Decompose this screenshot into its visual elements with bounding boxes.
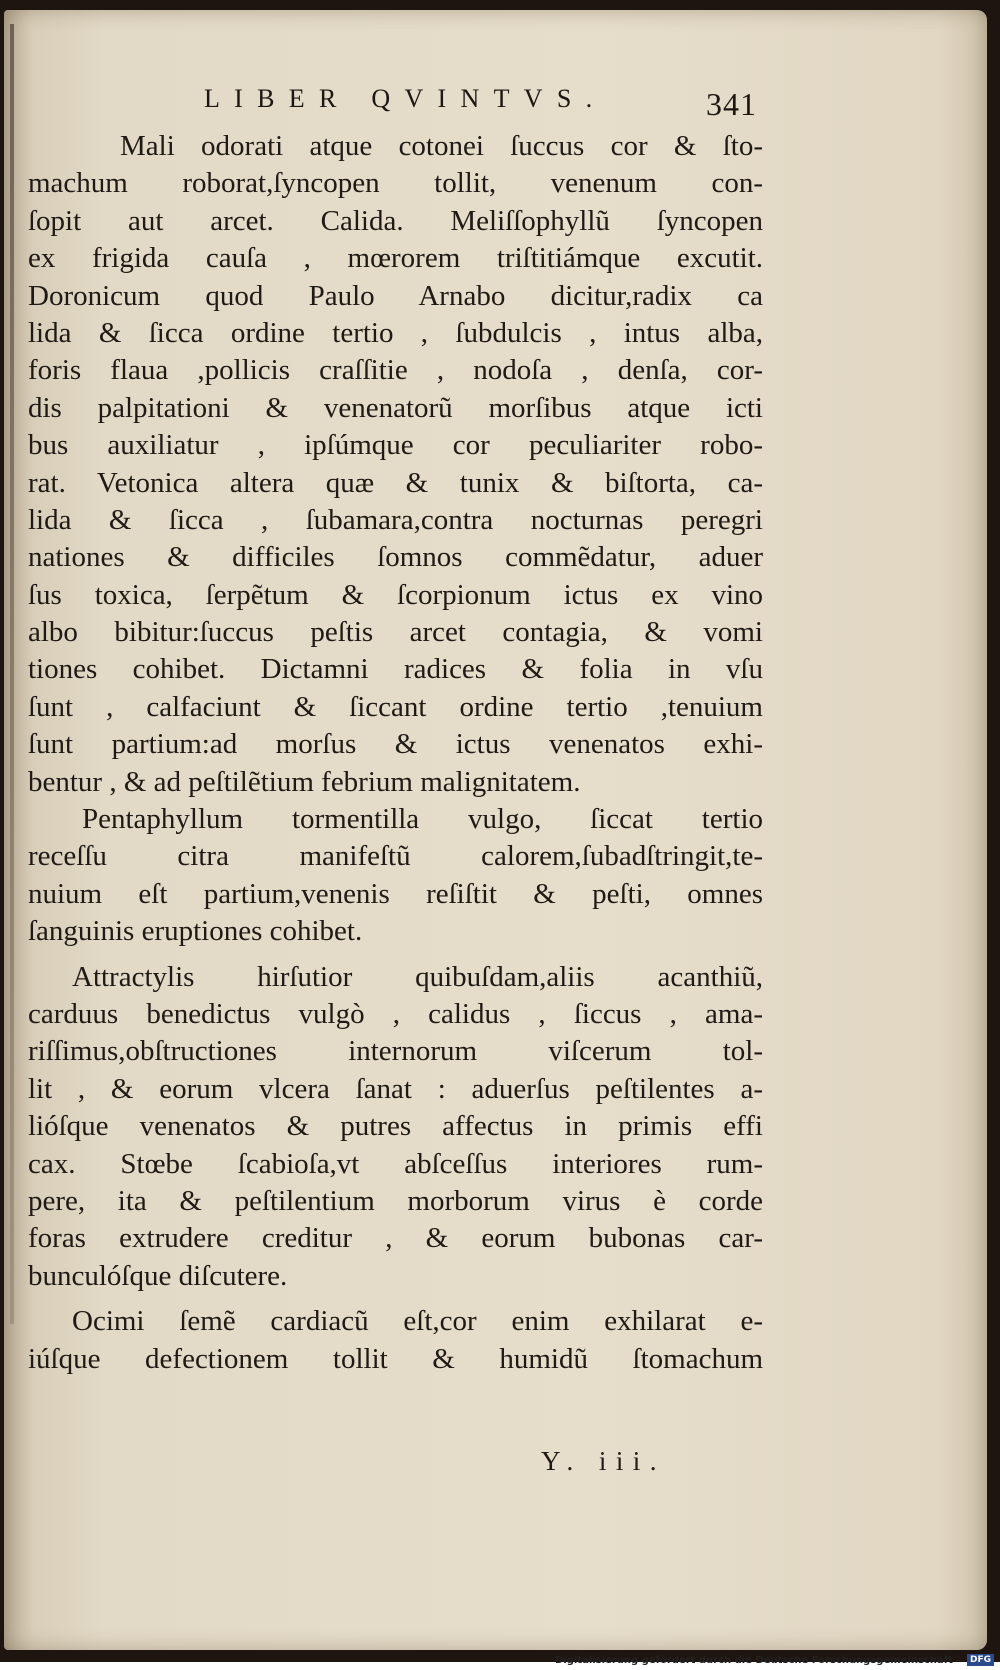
text-line: nuium eſt partium,venenis reſiſtit & peſti, omnes [28, 877, 763, 910]
text-line: lióſque venenatos & putres affectus in primis effi [28, 1110, 763, 1143]
text-line: lida & ſicca , ſubamara,contra nocturnas peregri [28, 503, 763, 536]
signature-mark: Y. iii. [541, 1446, 666, 1476]
text-line: lida & ſicca ordine tertio , ſubdulcis , intus alba, [28, 316, 763, 349]
binding-edge [10, 24, 14, 1324]
text-line: rat. Vetonica altera quæ & tunix & biſtorta, ca- [28, 466, 763, 499]
text-line: ſus toxica, ſerpẽtum & ſcorpionum ictus ex vino [28, 578, 763, 611]
text-line: Ocimi ſemẽ cardiacũ eſt,cor enim exhilarat e- [72, 1305, 763, 1338]
text-line: iúſque defectionem tollit & humidũ ſtomachum [28, 1342, 763, 1375]
text-line: foris flaua ,pollicis craſſitie , nodoſa , denſa, cor- [28, 354, 763, 387]
text-line: albo bibitur:ſuccus peſtis arcet contagia, & vomi [28, 616, 763, 649]
text-line: tiones cohibet. Dictamni radices & folia in vſu [28, 653, 763, 686]
text-line: bentur , & ad peſtilẽtium febrium malignitatem. [28, 765, 581, 798]
page-header [4, 82, 987, 130]
book-page [4, 10, 987, 1650]
text-line: bus auxiliatur , ipſúmque cor peculiariter robo- [28, 429, 763, 462]
text-line: Mali odorati atque cotonei ſuccus cor & ſto- [120, 130, 763, 162]
dfg-logo: DFG [967, 1654, 994, 1666]
text-line: receſſu citra manifeſtũ calorem,ſubadſtringit,te- [28, 840, 763, 873]
text-line: ſunt partium:ad morſus & ictus venenatos exhi- [28, 728, 763, 761]
text-line: riſſimus,obſtructiones internorum viſcerum tol- [28, 1035, 763, 1068]
folio-number: 341 [706, 86, 757, 122]
text-line: dis palpitationi & venenatorũ morſibus atque icti [28, 391, 763, 424]
credit-text: Digitalisierung gefördert durch die Deutsche Forschungsgemeinschaft - [554, 1655, 961, 1666]
text-line: ſanguinis eruptiones cohibet. [28, 915, 363, 948]
text-line: Pentaphyllum tormentilla vulgo, ſiccat tertio [82, 803, 763, 836]
text-line: ſopit aut arcet. Calida. Meliſſophyllũ ſyncopen [28, 204, 763, 237]
text-line: Doronicum quod Paulo Arnabo dicitur,radix ca [28, 279, 763, 312]
text-line: bunculóſque diſcutere. [28, 1259, 288, 1292]
text-line: ex frigida cauſa , mœrorem triſtitiámque excutit. [28, 242, 763, 275]
text-line: carduus benedictus vulgò , calidus , ſiccus , ama- [28, 997, 763, 1030]
body-text [28, 128, 763, 1378]
digitization-credit [555, 1654, 994, 1666]
text-line: nationes & difficiles ſomnos commẽdatur, aduer [28, 541, 763, 574]
text-line: machum roborat,ſyncopen tollit, venenum con- [28, 167, 763, 200]
text-line: foras extrudere creditur , & eorum bubonas car- [28, 1222, 763, 1255]
text-line: Attractylis hirſutior quibuſdam,aliis acanthiũ, [72, 960, 763, 993]
text-line: lit , & eorum vlcera ſanat : aduerſus peſtilentes a- [28, 1072, 763, 1105]
text-line: ſunt , calfaciunt & ſiccant ordine tertio ,tenuium [28, 690, 763, 723]
text-line: pere, ita & peſtilentium morborum virus è corde [28, 1184, 763, 1217]
running-title: LIBER QVINTVS. [204, 84, 607, 113]
text-line: cax. Stœbe ſcabioſa,vt abſceſſus interiores rum- [28, 1147, 763, 1180]
